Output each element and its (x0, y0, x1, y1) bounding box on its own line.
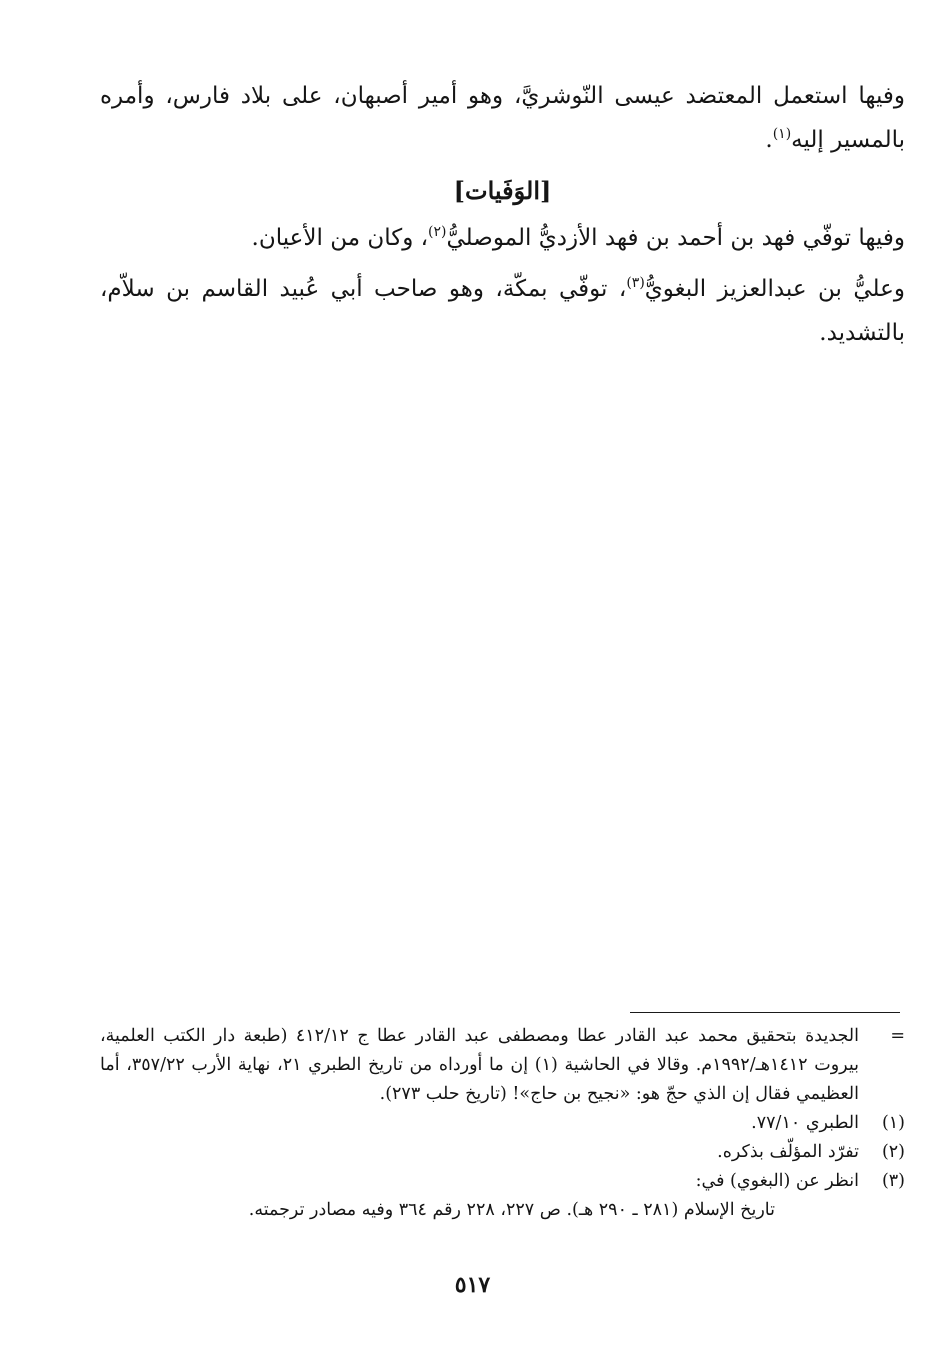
paragraph-text-end: ، وكان من الأعيان. (251, 225, 429, 251)
footnote-text: تفرّد المؤلّف بذكره. (717, 1142, 859, 1162)
paragraph-text-end: . (765, 127, 773, 153)
paragraph-appointment (100, 74, 905, 162)
footnote-text: الجديدة بتحقيق محمد عبد القادر عطا ومصطفى عبد القادر عطا ج ٤١٢/١٢ (طبعة دار الكتب العلمية، بيروت ١٤١٢هـ/١٩٩٢م. وقالا في الحاشية (١) إن ما أورداه من تاريخ الطبري ٢١، نهاية الأرب ٣٥٧/٢٢، أما العظيمي فقال إن الذي حجّ هو: «نجيح بن حاج»! (تاريخ حلب ٢٧٣). (100, 1026, 859, 1104)
footnote-ref-3[interactable]: (٣) (626, 275, 645, 291)
footnote-subentry: تاريخ الإسلام (٢٨١ ـ ٢٩٠ هـ). ص ٢٢٧، ٢٢٨ رقم ٣٦٤ وفيه مصادر ترجمته. (248, 1200, 775, 1220)
paragraph-baghawi (100, 267, 905, 355)
footnote-ref-2[interactable]: (٢) (428, 224, 447, 240)
footnote-continuation (100, 1022, 905, 1109)
paragraph-fahd (100, 216, 905, 260)
footnote-number: (٣) (881, 1171, 905, 1191)
footnote-number: (٢) (881, 1142, 905, 1162)
main-text (100, 74, 905, 355)
footnote-number: (١) (881, 1113, 905, 1133)
footnote-text: انظر عن (البغوي) في: (695, 1171, 859, 1191)
paragraph-text: وفيها توفّي فهد بن أحمد بن فهد الأزديُّ الموصليُّ (446, 225, 905, 251)
footnote-separator (630, 1012, 900, 1013)
footnotes (100, 1022, 905, 1225)
paragraph-text-end: ، توفّي بمكّة، وهو صاحب أبي عُبيد القاسم بن سلاّم، بالتشديد. (100, 276, 905, 346)
footnote-item-2 (100, 1138, 905, 1167)
paragraph-text: وعليُّ بن عبدالعزيز البغويُّ (644, 276, 905, 302)
continuation-marker: = (890, 1026, 905, 1046)
footnote-ref-1[interactable]: (١) (772, 126, 792, 142)
footnote-item-1 (100, 1109, 905, 1138)
footnote-text: الطبري ٧٧/١٠. (751, 1113, 859, 1133)
section-heading: [الوَفَيات] (453, 176, 552, 205)
page-number: ٥١٧ (454, 1272, 491, 1298)
paragraph-text: وفيها استعمل المعتضد عيسى النّوشريَّ، وهو أمير أصبهان، على بلاد فارس، وأمره بالمسير إليه (100, 83, 905, 153)
footnote-item-3 (100, 1167, 905, 1196)
